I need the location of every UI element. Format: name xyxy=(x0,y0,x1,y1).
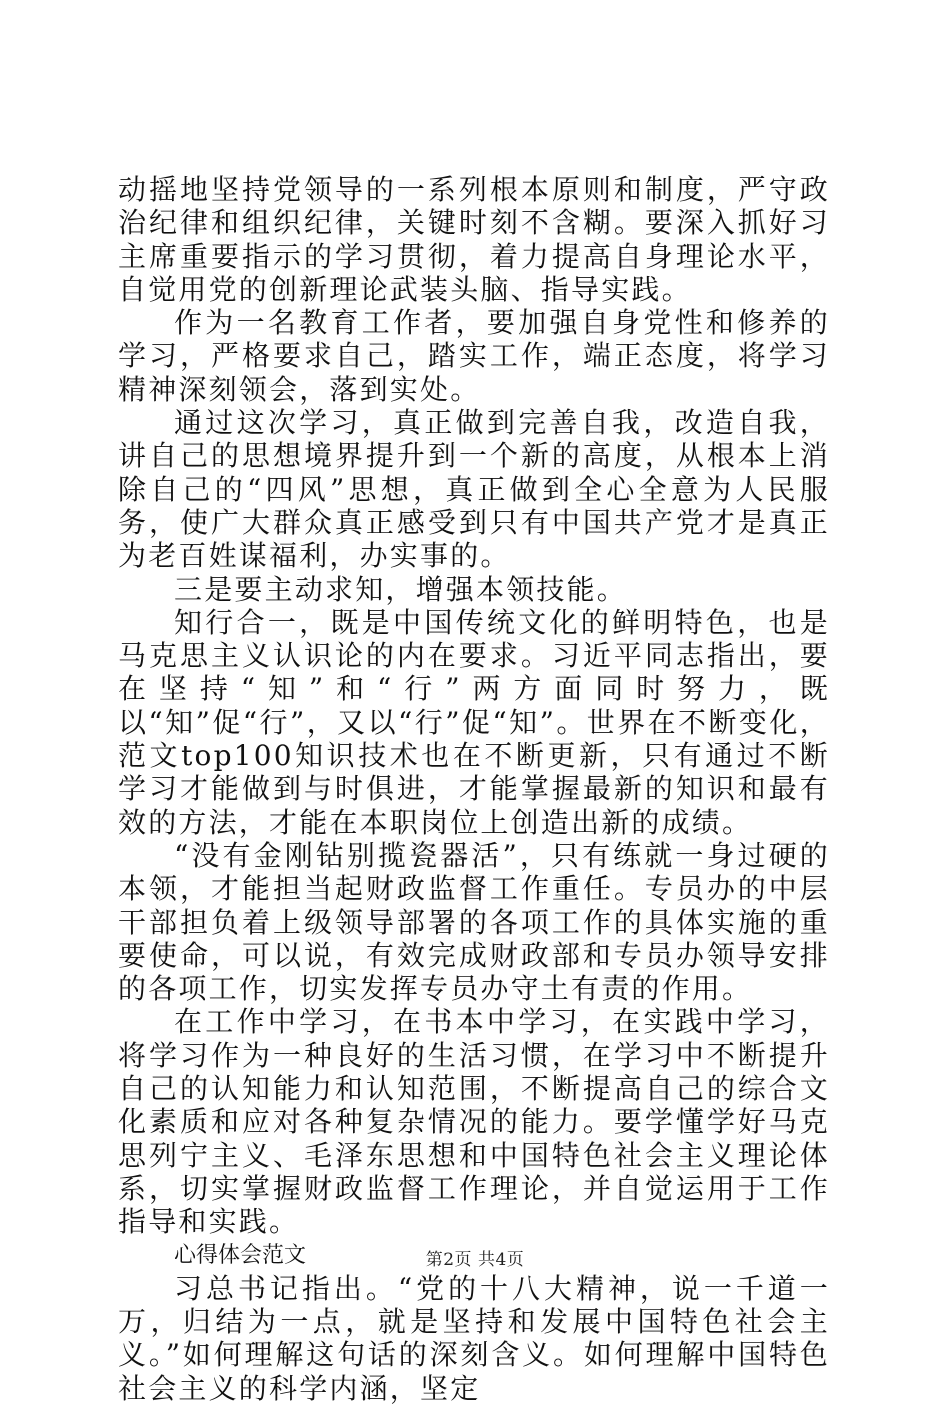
paragraph-1: 动摇地坚持党领导的一系列根本原则和制度，严守政治纪律和组织纪律，关键时刻不含糊。要深入抓好习主席重要指示的学习贯彻，着力提高自身理论水平，自觉用党的创新理论武装头脑、指导实践。 xyxy=(118,173,830,306)
paragraph-2: 作为一名教育工作者，要加强自身党性和修养的学习，严格要求自己，踏实工作，端正态度，将学习精神深刻领会，落到实处。 xyxy=(118,306,830,406)
paragraph-8-subheading: 心得体会范文 xyxy=(174,1242,307,1268)
paragraph-5: 知行合一，既是中国传统文化的鲜明特色，也是马克思主义认识论的内在要求。习近平同志指出，要在坚持“知”和“行”两方面同时努力，既以“知”促“行”，又以“行”促“知”。世界在不断变化，范文top100知识技术也在不断更新，只有通过不断学习才能做到与时俱进，才能掌握最新的知识和最有效的方法，才能在本职岗位上创造出新的成绩。 xyxy=(118,605,830,839)
paragraph-7: 在工作中学习，在书本中学习，在实践中学习，将学习作为一种良好的生活习惯，在学习中不断提升自己的认知能力和认知范围，不断提高自己的综合文化素质和应对各种复杂情况的能力。要学懂学好马克思列宁主义、毛泽东思想和中国特色社会主义理论体系，切实掌握财政监督工作理论，并自觉运用于工作指导和实践。 xyxy=(118,1005,830,1239)
paragraph-9: 习总书记指出。“党的十八大精神，说一千道一万，归结为一点，就是坚持和发展中国特色社会主义。”如何理解这句话的深刻含义。如何理解中国特色社会主义的科学内涵，坚定 xyxy=(118,1271,830,1405)
paragraph-4-section-heading: 三是要主动求知，增强本领技能。 xyxy=(174,572,628,606)
paragraph-6: “没有金刚钻别揽瓷器活”，只有练就一身过硬的本领，才能担当起财政监督工作重任。专员办的中层干部担负着上级领导部署的各项工作的具体实施的重要使命，可以说，有效完成财政部和专员办领导安排的各项工作，切实发挥专员办守土有责的作用。 xyxy=(118,838,830,1006)
document-body xyxy=(118,173,830,1405)
paragraph-3: 通过这次学习，真正做到完善自我，改造自我，讲自己的思想境界提升到一个新的高度，从根本上消除自己的“四风”思想，真正做到全心全意为人民服务，使广大群众真正感受到只有中国共产党才是真正为老百姓谋福利，办实事的。 xyxy=(118,406,830,573)
page-footer: 第2页 共4页 xyxy=(425,1250,525,1270)
